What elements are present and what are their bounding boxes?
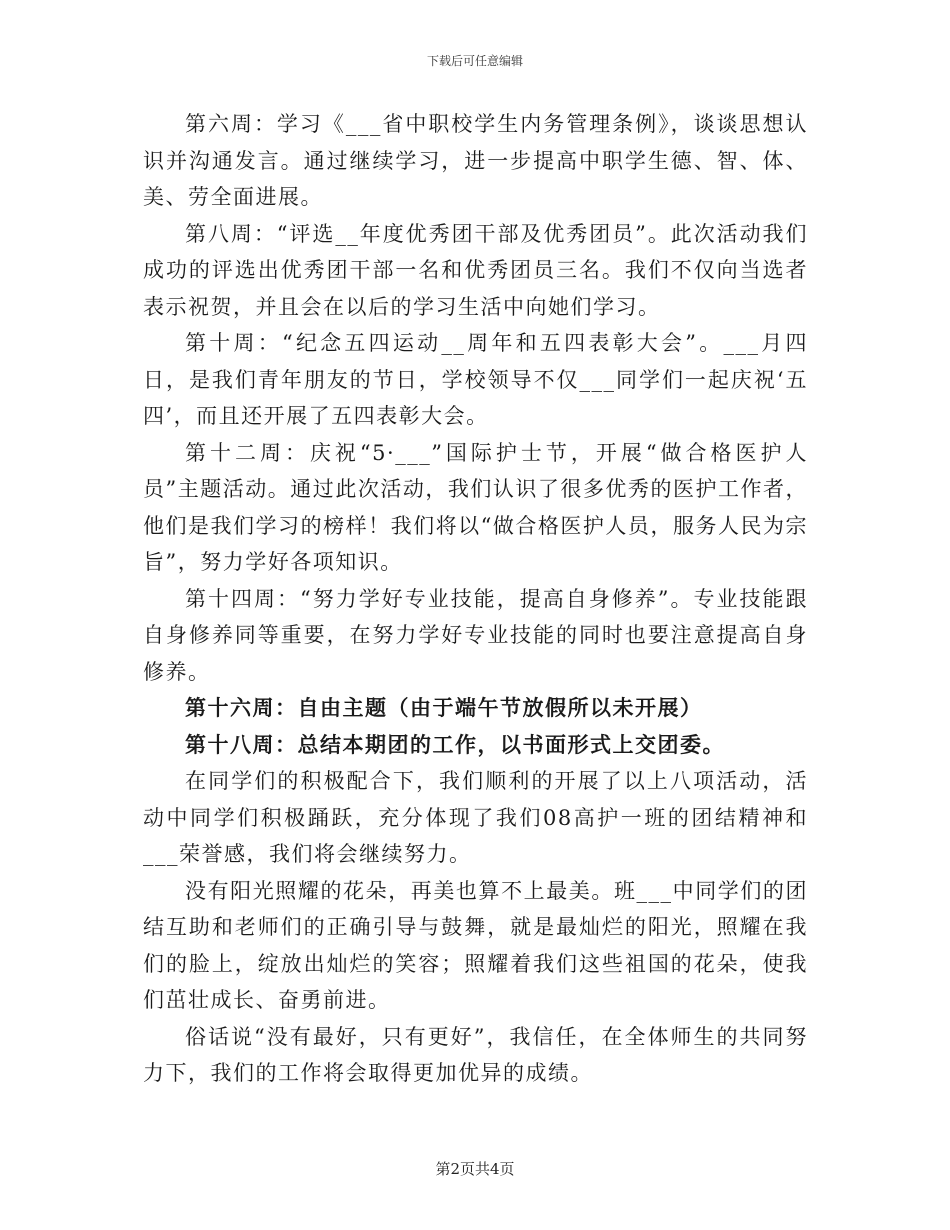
paragraph-week-10: 第十周：“纪念五四运动__周年和五四表彰大会”。___月四日，是我们青年朋友的节日，学校领导不仅___同学们一起庆祝‘五四’，而且还开展了五四表彰大会。 [143,331,808,428]
paragraph-week-12: 第十二周：庆祝“5·___”国际护士节，开展“做合格医护人员”主题活动。通过此次活动，我们认识了很多优秀的医护工作者，他们是我们学习的榜样！我们将以“做合格医护人员，服务人民为宗旨”，努力学好各项知识。 [143,440,808,574]
page-header-note: 下载后可任意编辑 [426,54,523,68]
paragraph-sunshine: 没有阳光照耀的花朵，再美也算不上最美。班___中同学们的团结互助和老师们的正确引导与鼓舞，就是最灿烂的阳光，照耀在我们的脸上，绽放出灿烂的笑容；照耀着我们这些祖国的花朵，使我们茁壮成长、奋勇前进。 [143,878,808,1012]
paragraph-week-16: 第十六周：自由主题（由于端午节放假所以未开展） [185,695,703,720]
paragraph-week-14: 第十四周：“努力学好专业技能，提高自身修养”。专业技能跟自身修养同等重要，在努力学好专业技能的同时也要注意提高自身修养。 [143,586,808,684]
paragraph-week-18: 第十八周：总结本期团的工作，以书面形式上交团委。 [185,731,725,757]
paragraph-closing: 俗话说“没有最好，只有更好”，我信任，在全体师生的共同努力下，我们的工作将会取得更加优异的成绩。 [143,1024,808,1085]
page-number: 第2页共4页 [435,1160,515,1178]
paragraph-week-6: 第六周：学习《___省中职校学生内务管理条例》，谈谈思想认识并沟通发言。通过继续学习，进一步提高中职学生德、智、体、美、劳全面进展。 [143,112,808,209]
document-body [143,106,808,1092]
paragraph-summary: 在同学们的积极配合下，我们顺利的开展了以上八项活动，活动中同学们积极踊跃，充分体现了我们08高护一班的团结精神和___荣誉感，我们将会继续努力。 [143,769,808,866]
paragraph-week-8: 第八周：“评选__年度优秀团干部及优秀团员”。此次活动我们成功的评选出优秀团干部一名和优秀团员三名。我们不仅向当选者表示祝贺，并且会在以后的学习生活中向她们学习。 [143,221,808,319]
